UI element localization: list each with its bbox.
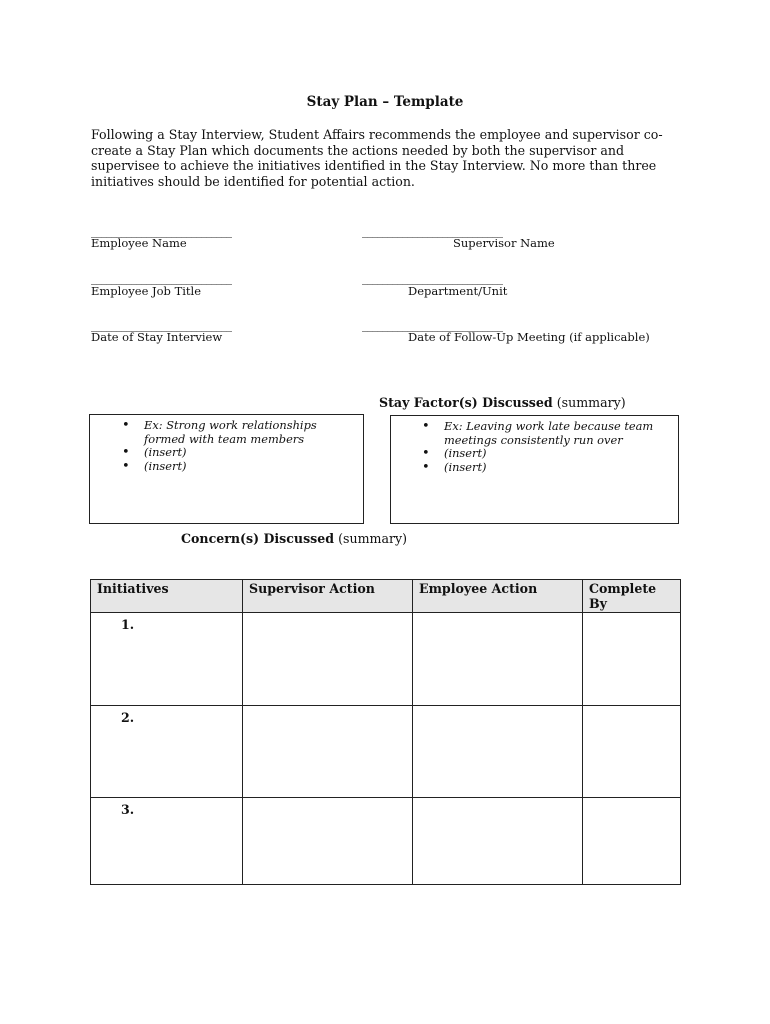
list-item: • (insert): [422, 447, 668, 461]
table-row: [91, 706, 681, 798]
stay-factors-heading-suffix: (summary): [556, 395, 626, 410]
header-initiatives: Initiatives: [91, 580, 243, 613]
date-stay-interview-label: Date of Stay Interview: [91, 330, 223, 344]
employee-action-cell[interactable]: [413, 798, 583, 885]
list-item: • (insert): [122, 460, 355, 474]
department-unit-line[interactable]: ____________________________: [362, 271, 502, 285]
supervisor-name-line[interactable]: ____________________________: [362, 224, 502, 238]
employee-action-cell[interactable]: [413, 613, 583, 706]
date-follow-up-label: Date of Follow-Up Meeting (if applicable): [408, 330, 650, 344]
supervisor-action-cell[interactable]: [243, 613, 413, 706]
table-row: [91, 613, 681, 706]
concerns-heading-text: Concern(s) Discussed: [181, 531, 335, 546]
list-item: • Ex: Leaving work late because team meetings consistently run over: [422, 420, 668, 447]
stay-factors-box[interactable]: [89, 414, 364, 524]
list-item: • (insert): [122, 446, 355, 460]
intro-paragraph: Following a Stay Interview, Student Affairs recommends the employee and supervisor co-create a Stay Plan which documents the actions needed by both the supervisor and supervisee to achieve the initiatives identified in the Stay Interview. No more than three initiatives should be identified for potential action.: [91, 127, 663, 189]
date-stay-interview-line[interactable]: ____________________________: [91, 318, 231, 332]
employee-name-label: Employee Name: [91, 236, 187, 250]
list-item: • Ex: Strong work relationships formed with team members: [122, 419, 355, 446]
header-supervisor-action: Supervisor Action: [243, 580, 413, 613]
stay-factors-heading-text: Stay Factor(s) Discussed: [379, 395, 553, 410]
employee-name-line[interactable]: ____________________________: [91, 224, 231, 238]
supervisor-action-cell[interactable]: [243, 798, 413, 885]
initiative-cell[interactable]: [91, 706, 243, 798]
stay-plan-table: [90, 579, 681, 885]
supervisor-action-cell[interactable]: [243, 706, 413, 798]
page-title: Stay Plan – Template: [306, 94, 464, 110]
row-number: 1.: [121, 617, 135, 632]
row-number: 3.: [121, 802, 135, 817]
employee-action-cell[interactable]: [413, 706, 583, 798]
department-unit-label: Department/Unit: [408, 284, 508, 298]
table-row: [91, 798, 681, 885]
header-complete-by: Complete By: [583, 580, 681, 613]
concerns-heading: [181, 531, 407, 546]
employee-job-title-line[interactable]: ____________________________: [91, 271, 231, 285]
stay-factors-heading: [379, 395, 626, 410]
row-number: 2.: [121, 710, 135, 725]
concerns-box[interactable]: [390, 415, 679, 524]
initiative-cell[interactable]: [91, 798, 243, 885]
list-item: • (insert): [422, 461, 668, 475]
employee-job-title-label: Employee Job Title: [91, 284, 202, 298]
concerns-list: [422, 420, 668, 474]
supervisor-name-label: Supervisor Name: [453, 236, 555, 250]
table-header-row: [91, 580, 681, 613]
header-employee-action: Employee Action: [413, 580, 583, 613]
complete-by-cell[interactable]: [583, 798, 681, 885]
stay-factors-list: [122, 419, 355, 473]
complete-by-cell[interactable]: [583, 613, 681, 706]
initiative-cell[interactable]: [91, 613, 243, 706]
complete-by-cell[interactable]: [583, 706, 681, 798]
concerns-heading-suffix: (summary): [338, 531, 408, 546]
date-follow-up-line[interactable]: ____________________________: [362, 318, 502, 332]
